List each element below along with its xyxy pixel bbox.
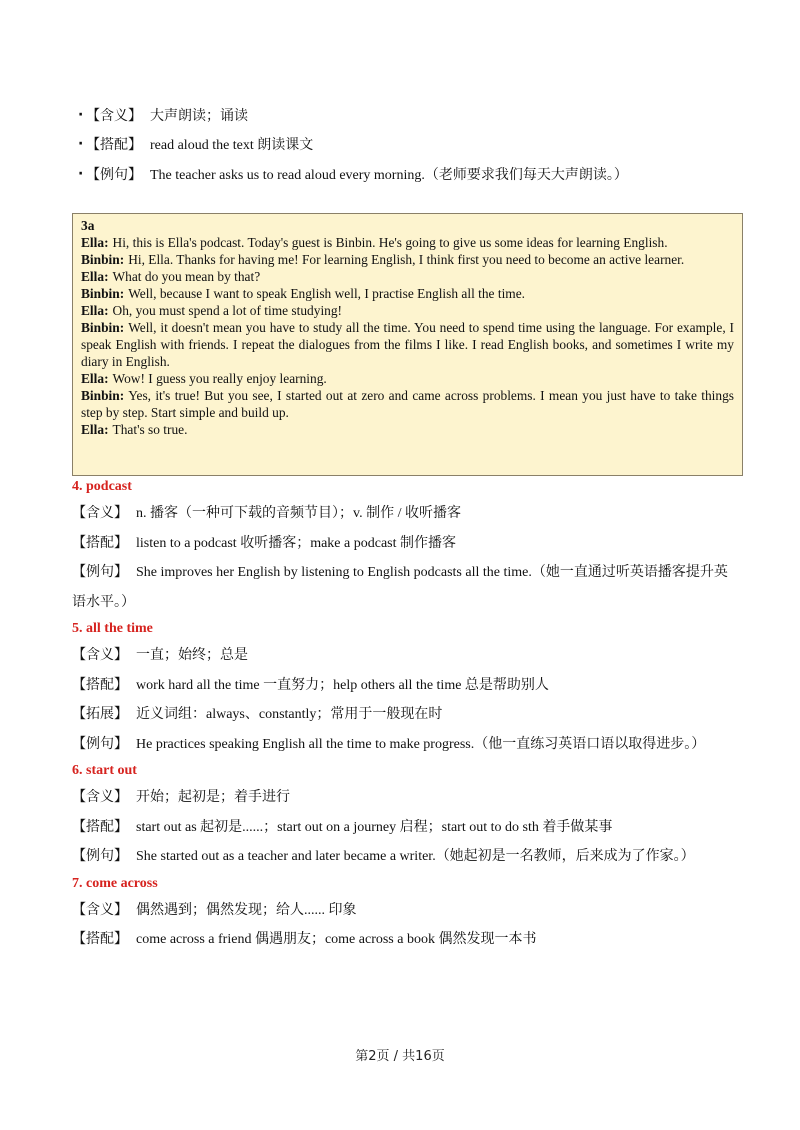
dialogue-line (81, 302, 734, 319)
dialogue-text: Hi, Ella. Thanks for having me! For learning English, I think first you need to become an active learner. (128, 252, 685, 267)
dialogue-line (81, 268, 734, 285)
item-text: The teacher asks us to read aloud every morning.（老师要求我们每天大声朗读。） (150, 167, 628, 183)
vocab-line (72, 783, 732, 813)
dialogue-title: 3a (81, 218, 95, 233)
page-footer: 第2页 / 共16页 (355, 1049, 445, 1064)
item-text: read aloud the text 朗读课文 (150, 138, 314, 154)
dialogue-line (81, 234, 734, 251)
top-item-list (78, 100, 758, 189)
dialogue-line (81, 285, 734, 302)
top-item (78, 130, 758, 160)
speaker-name: Binbin: (81, 320, 125, 335)
vocab-tag: 【搭配】 (72, 534, 128, 551)
vocab-heading: 4. podcast (72, 479, 132, 494)
dialogue-text: Wow! I guess you really enjoy learning. (112, 371, 327, 386)
dialogue-text: Oh, you must spend a lot of time studying! (112, 303, 343, 318)
vocab-tag: 【例句】 (72, 735, 128, 752)
vocab-line (72, 896, 732, 926)
dialogue-text: That's so true. (112, 422, 188, 437)
vocab-line (72, 529, 732, 559)
dialogue-box (72, 213, 743, 476)
top-item (78, 159, 758, 189)
vocab-line (72, 671, 732, 701)
speaker-name: Ella: (81, 422, 109, 437)
item-text: 大声朗读；诵读 (150, 108, 248, 124)
vocab-line (72, 700, 732, 730)
vocabulary-section (72, 475, 732, 955)
dialogue-text: Well, because I want to speak English well, I practise English all the time. (128, 286, 525, 301)
vocab-text: listen to a podcast 收听播客；make a podcast 制作播客 (136, 535, 456, 551)
vocab-heading: 6. start out (72, 763, 137, 778)
vocab-line (72, 842, 732, 872)
vocab-tag: 【含义】 (72, 505, 128, 521)
vocab-text: n. 播客（一种可下载的音频节目）；v. 制作 / 收听播客 (136, 506, 461, 521)
vocab-tag: 【搭配】 (72, 676, 128, 693)
vocab-line (72, 499, 732, 529)
dialogue-line (81, 251, 734, 268)
dialogue-line (81, 370, 734, 387)
vocab-text: 近义词组：always、constantly；常用于一般现在时 (136, 707, 443, 722)
speaker-name: Ella: (81, 371, 109, 386)
vocab-text: start out as 起初是......；start out on a journey 启程；start out to do sth 着手做某事 (136, 819, 613, 835)
vocab-line (72, 925, 732, 955)
vocab-text: He practices speaking English all the time to make progress.（他一直练习英语口语以取得进步。） (136, 736, 706, 752)
vocab-tag: 【例句】 (72, 564, 128, 580)
dialogue-text: Well, it doesn't mean you have to study all the time. You need to spend time using the language. For example, I speak English with friends. I repeat the dialogues from the films I like. I read English books, and sometimes I write my diary in English. (81, 320, 734, 369)
dialogue-text: Yes, it's true! But you see, I started out at zero and came across problems. I mean you just have to take things step by step. Start simple and build up. (81, 388, 734, 420)
bullet-dot: · (78, 136, 84, 153)
vocab-text: work hard all the time 一直努力；help others all the time 总是帮助别人 (136, 677, 549, 693)
vocab-tag: 【搭配】 (72, 931, 128, 947)
vocab-text: come across a friend 偶遇朋友；come across a book 偶然发现一本书 (136, 932, 537, 947)
bullet-dot: · (78, 106, 84, 123)
vocab-line (72, 641, 732, 671)
vocab-text: She improves her English by listening to English podcasts all the time.（她一直通过听英语播客提升英语水平。） (72, 565, 728, 610)
dialogue-text: Hi, this is Ella's podcast. Today's guest is Binbin. He's going to give us some ideas for learning English. (112, 235, 668, 250)
dialogue-lines (81, 234, 734, 438)
vocab-text: She started out as a teacher and later became a writer.（她起初是一名教师，后来成为了作家。） (136, 849, 695, 864)
vocab-tag: 【含义】 (72, 647, 128, 663)
vocab-tag: 【例句】 (72, 848, 128, 864)
dialogue-text: What do you mean by that? (112, 269, 261, 284)
item-tag: 【搭配】 (86, 137, 142, 154)
bullet-dot: · (78, 165, 84, 182)
vocab-tag: 【含义】 (72, 901, 128, 918)
vocab-heading: 7. come across (72, 875, 158, 891)
speaker-name: Ella: (81, 269, 109, 284)
vocab-line (72, 813, 732, 843)
vocab-text: 一直；始终；总是 (136, 648, 248, 663)
dialogue-line (81, 319, 734, 370)
vocab-text: 开始；起初是；着手进行 (136, 790, 290, 805)
vocab-heading: 5. all the time (72, 621, 153, 636)
vocab-tag: 【拓展】 (72, 706, 128, 722)
speaker-name: Binbin: (81, 252, 125, 267)
item-tag: 【例句】 (86, 166, 142, 183)
speaker-name: Binbin: (81, 388, 125, 403)
vocab-line (72, 558, 732, 617)
speaker-name: Ella: (81, 235, 109, 250)
top-item (78, 100, 758, 130)
vocab-text: 偶然遇到；偶然发现；给人...... 印象 (136, 902, 357, 918)
dialogue-line (81, 387, 734, 421)
vocab-tag: 【搭配】 (72, 818, 128, 835)
vocab-tag: 【含义】 (72, 789, 128, 805)
speaker-name: Ella: (81, 303, 109, 318)
item-tag: 【含义】 (86, 107, 142, 124)
dialogue-line (81, 421, 734, 438)
speaker-name: Binbin: (81, 286, 125, 301)
vocab-line (72, 730, 732, 760)
